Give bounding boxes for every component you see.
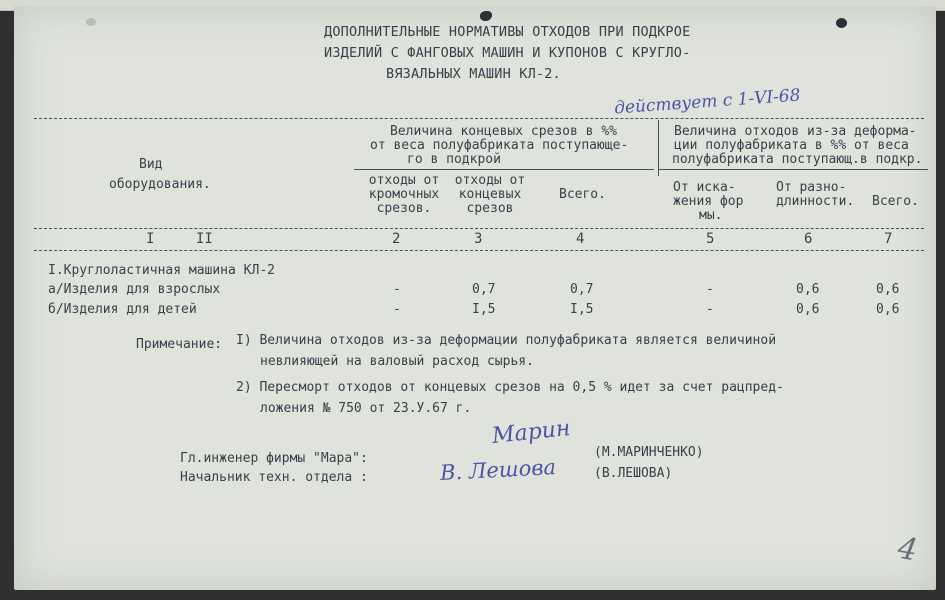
signature-1: Марин [490,415,572,450]
note-item-1-line-2: невлияющей на валовый расход сырья. [260,354,534,369]
col-number-4: 4 [576,231,585,247]
note-item-2-line-1: 2) Пересморт отходов от концевых срезов на 0,5 % идет за счет рацпред- [236,380,784,395]
sub-total-1: Всего. [559,187,606,202]
ink-blot [836,18,847,28]
signatory-role-2: Начальник техн. отдела : [180,470,368,485]
sub-edge-cut-line-1: отходы от [368,173,440,188]
signatory-role-1: Гл.инженер фирмы "Мара": [180,451,368,466]
sub-distortion-line-3: мы. [699,208,723,223]
corner-pencil-mark: 4 [895,530,920,569]
sub-end-cut-line-3: срезов [466,201,514,216]
row-label: б/Изделия для детей [48,302,197,317]
row-label: а/Изделия для взрослых [48,282,221,297]
sub-total-2: Всего. [872,194,919,209]
cell-col7: 0,6 [876,302,900,317]
sub-distortion-line-2: жения фор [673,194,744,209]
group-separator [658,120,659,176]
sub-edge-cut-line-3: срезов. [376,201,432,216]
col-number-1: I [146,231,155,247]
note-label: Примечание: [136,337,223,352]
group2-rule [658,169,928,170]
table-top-rule [34,118,924,119]
section-heading: I.Круглоластичная машина КЛ-2 [48,263,275,278]
group2-header-line-2: ции полуфабриката в %% от веса [674,138,909,153]
group2-header-line-1: Величина отходов из-за деформа- [674,124,917,139]
signatory-name-2: (В.ЛЕШОВА) [594,466,673,481]
col-number-6: 6 [804,231,813,247]
cell-col6: 0,6 [796,282,820,297]
col-number-1b: II [196,231,213,247]
sub-end-cut-line-2: концевых [458,187,522,202]
signature-2: В. Лешова [439,454,557,486]
title-line-3: ВЯЗАЛЬНЫХ МАШИН КЛ-2. [386,66,561,82]
cell-col7: 0,6 [876,282,900,297]
sub-end-cut-line-1: отходы от [454,173,526,188]
numbers-top-rule [34,228,924,229]
cell-col2: - [393,302,401,317]
cell-col3: I,5 [472,302,496,317]
ink-blot [480,11,492,21]
col-number-5: 5 [706,231,715,247]
cell-col6: 0,6 [796,302,820,317]
document-sheet [14,6,936,590]
cell-col3: 0,7 [472,282,496,297]
note-item-2-line-2: ложения № 750 от 23.У.67 г. [260,401,472,416]
col-number-3: 3 [474,231,483,247]
title-line-2: ИЗДЕЛИЙ С ФАНГОВЫХ МАШИН И КУПОНОВ С КРУГЛО- [324,45,691,61]
cell-col4: 0,7 [570,282,594,297]
header-equipment-line-1: Вид [139,157,163,172]
note-item-1-line-1: I) Величина отходов из-за деформации полуфабриката является величиной [236,333,777,348]
group1-header-line-1: Величина концевых срезов в %% [390,124,617,139]
cell-col5: - [706,282,714,297]
sub-length-diff-line-2: длинности. [776,194,855,209]
numbers-bottom-rule [34,250,924,251]
cell-col4: I,5 [570,302,594,317]
paper-stain [86,18,96,26]
cell-col5: - [706,302,714,317]
sub-distortion-line-1: От иска- [673,180,736,195]
group1-header-line-2: от веса полуфабриката поступающе- [370,138,629,153]
title-line-1: ДОПОЛНИТЕЛЬНЫЕ НОРМАТИВЫ ОТХОДОВ ПРИ ПОДКРОЕ [324,24,691,40]
signatory-name-1: (М.МАРИНЧЕНКО) [594,445,704,460]
header-equipment-line-2: оборудования. [109,177,211,192]
cell-col2: - [393,282,401,297]
sub-length-diff-line-1: От разно- [776,180,847,195]
group1-rule [354,169,654,170]
group2-header-line-3: полуфабриката поступающ.в подкр. [672,152,923,167]
group1-header-line-3: го в подкрой [407,152,501,167]
handwritten-validity-note: действует с 1-VI-68 [613,85,802,119]
col-number-2: 2 [392,231,401,247]
col-number-7: 7 [884,231,893,247]
sub-edge-cut-line-2: кромочных [368,187,440,202]
